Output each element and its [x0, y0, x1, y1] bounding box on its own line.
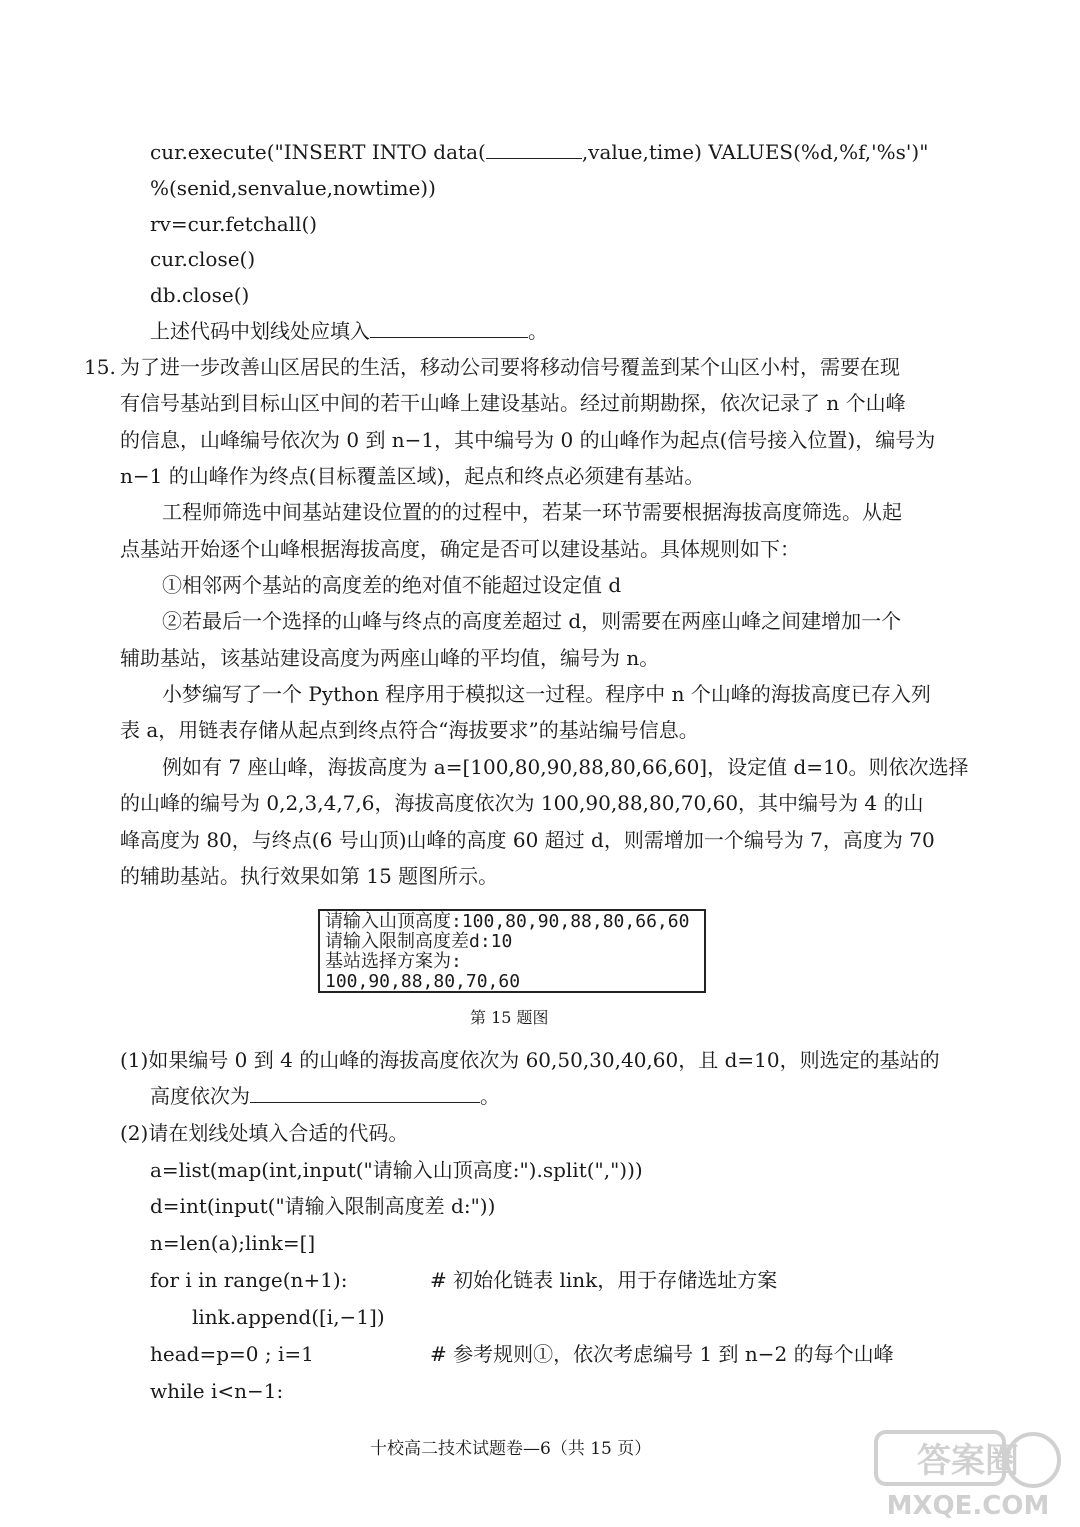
rule-2-cont: 辅助基站，该基站建设高度为两座山峰的平均值，编号为 n。 [120, 646, 660, 670]
watermark-logo [868, 1428, 1068, 1520]
code-line: n=len(a);link=[] [150, 1231, 316, 1255]
code-line: link.append([i,−1]) [192, 1305, 385, 1329]
paragraph-line: 点基站开始逐个山峰根据海拔高度，确定是否可以建设基站。具体规则如下： [120, 537, 800, 561]
rule-2: ②若最后一个选择的山峰与终点的高度差超过 d，则需要在两座山峰之间建增加一个 [162, 609, 902, 633]
answer-blank [250, 1082, 480, 1103]
paragraph-line: 的山峰的编号为 0,2,3,4,7,6，海拔高度依次为 100,90,88,80,70,60，其中编号为 4 的山 [120, 791, 924, 815]
svg-text:MXQE.COM: MXQE.COM [886, 1491, 1050, 1520]
figure-caption: 第 15 题图 [470, 1008, 549, 1027]
sub-question-2: (2)请在划线处填入合适的代码。 [120, 1121, 409, 1145]
sub-question-1-cont: 高度依次为 。 [150, 1084, 500, 1108]
paragraph-line: 有信号基站到目标山区中间的若干山峰上建设基站。经过前期勘探，依次记录了 n 个山峰 [120, 391, 906, 415]
program-output-box [318, 909, 706, 993]
code-comment: # 初始化链表 link，用于存储选址方案 [430, 1268, 778, 1292]
q14-prompt: 上述代码中划线处应填入 。 [150, 319, 548, 343]
code-line: d=int(input("请输入限制高度差 d:")) [150, 1194, 496, 1218]
sub-question-1: (1)如果编号 0 到 4 的山峰的海拔高度依次为 60,50,30,40,60，且 d=10，则选定的基站的 [120, 1048, 940, 1072]
code-line: db.close() [150, 283, 250, 307]
code-line: head=p=0 ; i=1 [150, 1342, 314, 1366]
paragraph-line: 例如有 7 座山峰，海拔高度为 a=[100,80,90,88,80,66,60]，设定值 d=10。则依次选择 [162, 755, 969, 779]
output-line: 请输入山顶高度:100,80,90,88,80,66,60 [325, 911, 690, 932]
code-line: %(senid,senvalue,nowtime)) [150, 176, 436, 200]
output-line: 100,90,88,80,70,60 [325, 971, 521, 992]
code-comment: # 参考规则①，依次考虑编号 1 到 n−2 的每个山峰 [430, 1342, 894, 1366]
output-line: 请输入限制高度差d:10 [325, 931, 513, 952]
answer-blank [370, 317, 528, 338]
paragraph-line: 的辅助基站。执行效果如第 15 题图所示。 [120, 864, 499, 888]
rule-1: ①相邻两个基站的高度差的绝对值不能超过设定值 d [162, 573, 622, 597]
answer-blank [486, 138, 582, 159]
paragraph-line: 工程师筛选中间基站建设位置的的过程中，若某一环节需要根据海拔高度筛选。从起 [162, 500, 902, 524]
svg-text:答案圈: 答案圈 [917, 1441, 1019, 1481]
code-line: cur.close() [150, 247, 256, 271]
output-line: 基站选择方案为: [325, 951, 462, 972]
paragraph-line: 表 a，用链表存储从起点到终点符合“海拔要求”的基站编号信息。 [120, 718, 699, 742]
paragraph-line: 的信息，山峰编号依次为 0 到 n−1，其中编号为 0 的山峰作为起点(信号接入位置)，编号为 [120, 428, 936, 452]
code-line: rv=cur.fetchall() [150, 212, 318, 236]
page-footer: 十校高二技术试题卷—6（共 15 页） [370, 1439, 652, 1459]
paragraph-line: 峰高度为 80，与终点(6 号山顶)山峰的高度 60 超过 d，则需增加一个编号为 7，高度为 70 [120, 828, 935, 852]
paragraph-line: 为了进一步改善山区居民的生活，移动公司要将移动信号覆盖到某个山区小村，需要在现 [120, 355, 900, 379]
code-line: while i<n−1: [150, 1379, 284, 1403]
question-number: 15. [84, 355, 116, 379]
paragraph-line: n−1 的山峰作为终点(目标覆盖区域)，起点和终点必须建有基站。 [120, 464, 705, 488]
code-line: a=list(map(int,input("请输入山顶高度:").split(","))) [150, 1158, 643, 1182]
code-line: for i in range(n+1): [150, 1268, 348, 1292]
paragraph-line: 小梦编写了一个 Python 程序用于模拟这一过程。程序中 n 个山峰的海拔高度已存入列 [162, 682, 931, 706]
code-line: cur.execute("INSERT INTO data( ,value,time) VALUES(%d,%f,'%s')" [150, 140, 929, 164]
